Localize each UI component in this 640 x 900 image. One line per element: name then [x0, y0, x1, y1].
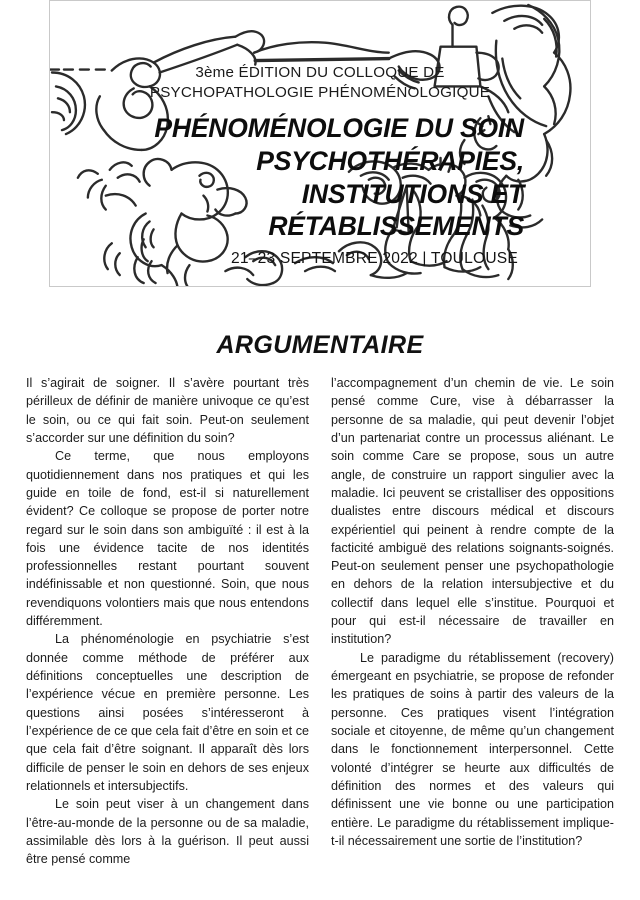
paragraph: Le paradigme du rétablissement (recovery) émergeant en psychiatrie, se propose de refonder les pratiques de soins à partir des valeurs de la personne. Ces pratiques visent l’intégration sociale et citoyenne, de même qu’un changement dans le fonctionnement interpersonnel. Cette volonté d’intégrer se heurte aux difficultés de définition des normes et des valeurs qui définissent une vie bonne ou une participation entière. Le paradigme du rétablissement implique-t-il nécessairement une sortie de l’institution? — [331, 650, 614, 848]
conference-poster-banner — [49, 0, 591, 287]
paragraph: Le soin peut viser à un changement dans l’être-au-monde de la personne ou de sa maladie, assimilable dès lors à la guérison. Il peut aussi être pensé comme — [26, 797, 309, 867]
paragraph: l’accompagnement d’un chemin de vie. Le soin pensé comme Cure, vise à débarrasser la personne de sa maladie, qui peut devenir l’objet d’un partenariat contre un processus aliénant. Le soin comme Care se propose, sous un autre angle, de construire un rapport singulier avec la maladie. Ici peuvent se cristalliser des oppositions dualistes entre discours médical et discours expérientiel qui peinent à rendre compte de la facticité ambiguë des relations soignants-soignés. Peut-on seulement penser une psychopathologie en dehors de la relation intersubjective et du collectif dans lequel elle s’institue. Pourquoi et pour qui est-il nécessaire de travailler en institution? — [331, 376, 614, 647]
poster-title-line-3: INSTITUTIONS ET — [301, 178, 524, 209]
poster-title-line-2: PSYCHOTHÉRAPIES, — [256, 145, 524, 176]
paragraph: Il s’agirait de soigner. Il s’avère pourtant très périlleux de définir de manière univoque ce qu’est le soin, ou ce qui fait soin. Peut-on seulement s’accorder sur une définition du soin? — [26, 376, 309, 445]
paragraph: Ce terme, que nous employons quotidiennement dans nos pratiques et qui les guide en toile de fond, est-il si naturellement évident? Ce colloque se propose de porter notre regard sur le soin dans son ambiguïté : il est à la fois une évidence tacite de nos identités professionnelles restant pourtant souvent indéfinissable et non questionné. Soin, que nous revendiquons volontiers mais que nous entendons différemment. — [26, 449, 309, 629]
page-title: ARGUMENTAIRE — [216, 331, 424, 359]
article-body — [26, 374, 614, 894]
poster-text-block — [50, 1, 590, 286]
poster-title-line-4: RÉTABLISSEMENTS — [268, 211, 524, 242]
article-column-left — [26, 374, 309, 894]
poster-subject-line: PSYCHOPATHOLOGIE PHÉNOMÉNOLOGIQUE — [149, 84, 491, 102]
paragraph: La phénoménologie en psychiatrie s’est donnée comme méthode de préférer aux définitions conceptuelles une description de l’expérience vécue en première personne. Les questions ainsi posées s’intéresseront à l’expérience de ce que cela fait d’être en soin et ce que cela fait d’être soignant. Il apparaît dès lors difficile de penser le soin en dehors de ses enjeux relationnels et intersubjectifs. — [26, 632, 309, 793]
poster-main-title — [50, 112, 590, 243]
poster-dates-location: 21–23 SEPTEMBRE 2022 | TOULOUSE — [230, 250, 518, 268]
poster-edition-line: 3ème ÉDITION DU COLLOQUE DE — [195, 64, 445, 81]
article-column-right — [331, 374, 614, 894]
poster-title-line-1: PHÉNOMÉNOLOGIE DU SOIN — [154, 112, 524, 143]
